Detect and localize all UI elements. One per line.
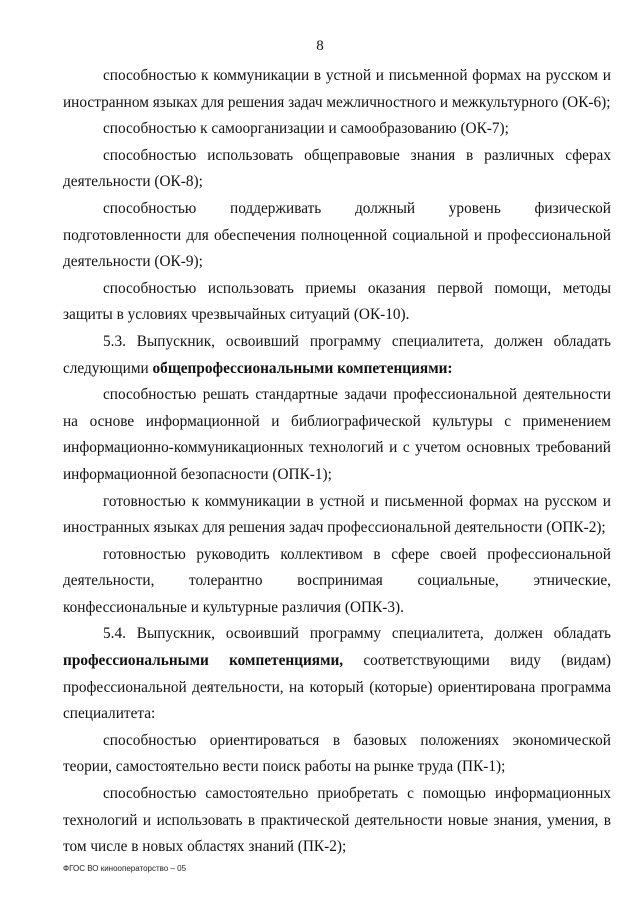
competency-opk3: готовностью руководить коллективом в сфере своей профессиональной деятельности, толерантно воспринимая социальные, этнические, конфессиональные и культурные различия (ОПК-3). [63, 545, 611, 616]
footer-note: ФГОС ВО кинооператорство – 05 [63, 864, 187, 873]
competency-ok9: способностью поддерживать должный уровень физической подготовленности для обеспечения полноценной социальной и профессиональной деятельности (ОК-9); [63, 199, 611, 271]
competency-ok7: способностью к самоорганизации и самообразованию (ОК-7); [103, 120, 509, 138]
competency-pk2: способностью самостоятельно приобретать с помощью информационных технологий и использовать в практической деятельности новые знания, умения, в том числе в новых областях знаний (ПК-2); [63, 785, 611, 856]
section-5-4-bold-term: профессиональными компетенциями, [63, 652, 344, 670]
section-5-4 [63, 621, 611, 727]
section-5-4-text-after: соответствующими виду (видам) профессиональной деятельности, на который (которые) ориентирована программа специалитета: [63, 652, 611, 723]
section-5-4-text: 5.4. Выпускник, освоивший программу специалитета, должен обладать [103, 625, 611, 643]
competency-pk1: способностью ориентироваться в базовых положениях экономической теории, самостоятельно вести поиск работы на рынке труда (ПК-1); [63, 731, 611, 776]
section-5-3-text: 5.3. Выпускник, освоивший программу специалитета, должен обладать следующими [63, 332, 611, 377]
page-number: 8 [316, 38, 324, 54]
competency-ok6: способностью к коммуникации в устной и письменной формах на русском и иностранном языках для решения задач межличностного и межкультурного (ОК-6); [63, 67, 611, 111]
section-5-3-bold-term: общепрофессиональными компетенциями: [152, 359, 453, 377]
document-body [63, 63, 611, 861]
competency-ok10: способностью использовать приемы оказания первой помощи, методы защиты в условиях чрезвычайных ситуаций (ОК-10). [63, 279, 611, 324]
competency-ok8: способностью использовать общеправовые знания в различных сферах деятельности (ОК-8); [63, 146, 611, 191]
competency-opk2: готовностью к коммуникации в устной и письменной формах на русском и иностранных языках для решения задач профессиональной деятельности (ОПК-2); [63, 492, 611, 537]
section-5-3 [63, 329, 611, 382]
competency-opk1: способностью решать стандартные задачи профессиональной деятельности на основе информационной и библиографической культуры с применением информационно-коммуникационных технологий и с учетом основных требований информационной безопасности (ОПК-1); [63, 386, 611, 483]
